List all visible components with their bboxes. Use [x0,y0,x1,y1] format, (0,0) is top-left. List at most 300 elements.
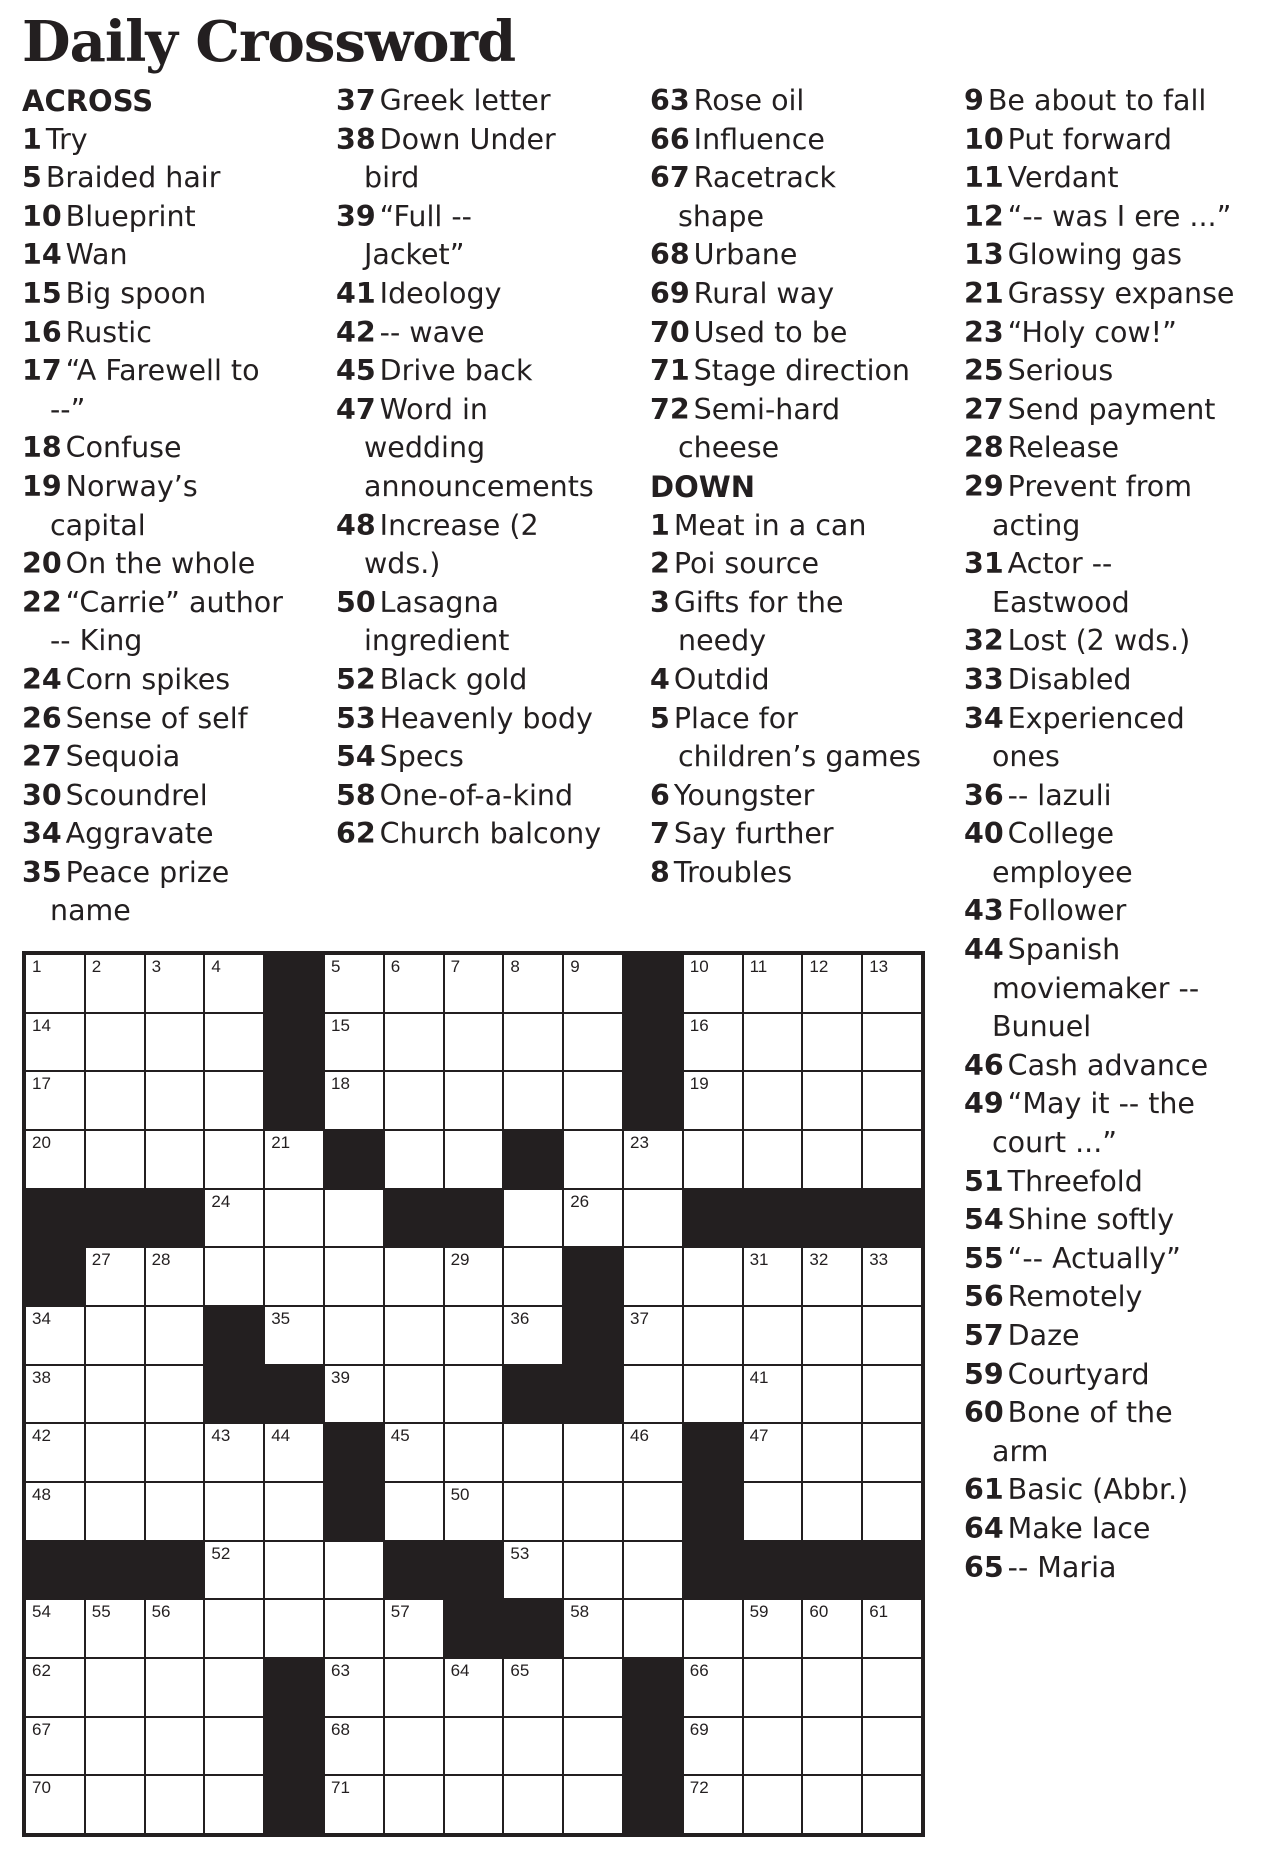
grid-cell[interactable] [744,1659,802,1716]
grid-cell[interactable] [863,1366,921,1423]
grid-cell[interactable] [205,1542,263,1599]
grid-cell[interactable] [385,1366,443,1423]
grid-cell[interactable] [26,1776,84,1833]
black-square [325,1483,383,1540]
grid-cell[interactable] [445,1366,503,1423]
grid-cell[interactable] [504,1542,562,1599]
grid-cell[interactable] [803,1366,861,1423]
grid-cell[interactable] [504,1776,562,1833]
grid-cell[interactable] [803,1600,861,1657]
across-clue-18[interactable] [22,429,330,468]
clue-number: 46 [964,1048,1004,1082]
grid-cell[interactable] [146,1483,204,1540]
grid-cell[interactable] [445,1659,503,1716]
grid-cell[interactable] [265,1131,323,1188]
grid-cell[interactable] [744,1483,802,1540]
grid-cell[interactable] [385,955,443,1012]
down-clue-65[interactable] [964,1549,1264,1588]
grid-cell[interactable] [26,1307,84,1364]
grid-cell[interactable] [86,1424,144,1481]
grid-cell[interactable] [205,1483,263,1540]
grid-cell[interactable] [385,1131,443,1188]
grid-cell[interactable] [624,1248,682,1305]
grid-cell[interactable] [146,1366,204,1423]
grid-cell[interactable] [205,1600,263,1657]
down-clue-9[interactable] [964,82,1264,121]
grid-cell[interactable] [146,1424,204,1481]
clue-number: 25 [964,354,1004,388]
grid-cell[interactable] [26,1659,84,1716]
grid-cell[interactable] [445,1014,503,1071]
across-clue-10[interactable] [22,198,330,237]
grid-cell[interactable] [744,1072,802,1129]
grid-cell[interactable] [863,1483,921,1540]
grid-cell[interactable] [265,1307,323,1364]
across-clue-67[interactable] [650,159,958,236]
across-clue-54[interactable] [336,738,644,777]
grid-cell[interactable] [86,1483,144,1540]
down-clue-11[interactable] [964,159,1264,198]
grid-cell[interactable] [205,1776,263,1833]
across-clue-45[interactable] [336,352,644,391]
grid-cell[interactable] [684,1307,742,1364]
cell-number: 29 [450,1250,470,1270]
grid-cell[interactable] [863,1248,921,1305]
grid-cell[interactable] [504,1718,562,1775]
clue-text: Used to be [693,315,848,349]
grid-cell[interactable] [86,1718,144,1775]
grid-cell[interactable] [325,1659,383,1716]
clue-text: -- lazuli [1007,778,1112,812]
grid-cell[interactable] [26,1014,84,1071]
down-clue-64[interactable] [964,1510,1264,1549]
grid-cell[interactable] [624,1307,682,1364]
grid-cell[interactable] [86,1776,144,1833]
grid-cell[interactable] [684,1131,742,1188]
across-clue-41[interactable] [336,275,644,314]
grid-cell[interactable] [504,1307,562,1364]
grid-cell[interactable] [624,1424,682,1481]
across-clue-70[interactable] [650,314,958,353]
grid-cell[interactable] [684,1600,742,1657]
across-clue-34[interactable] [22,815,330,854]
down-clue-6[interactable] [650,777,958,816]
grid-cell[interactable] [445,1072,503,1129]
across-clue-14[interactable] [22,236,330,275]
grid-cell[interactable] [26,1131,84,1188]
grid-cell[interactable] [325,1014,383,1071]
grid-cell[interactable] [564,1424,622,1481]
grid-cell[interactable] [744,1131,802,1188]
across-clue-58[interactable] [336,777,644,816]
grid-cell[interactable] [744,1366,802,1423]
grid-cell[interactable] [445,1307,503,1364]
grid-cell[interactable] [265,1542,323,1599]
grid-cell[interactable] [744,1248,802,1305]
across-clue-27[interactable] [22,738,330,777]
grid-cell[interactable] [744,955,802,1012]
cell-number: 67 [32,1719,51,1739]
down-clue-31[interactable] [964,545,1264,622]
down-clue-7[interactable] [650,815,958,854]
grid-cell[interactable] [86,1248,144,1305]
down-clue-61[interactable] [964,1471,1264,1510]
down-clue-55[interactable] [964,1240,1264,1279]
grid-cell[interactable] [325,1190,383,1247]
down-clue-54[interactable] [964,1201,1264,1240]
grid-cell[interactable] [684,1659,742,1716]
clue-text: “Carrie” author -- King [50,585,283,658]
clue-text: Place for children’s games [673,701,922,774]
grid-cell[interactable] [86,1600,144,1657]
grid-cell[interactable] [146,955,204,1012]
grid-cell[interactable] [86,1366,144,1423]
across-clue-17[interactable] [22,352,330,429]
across-clue-52[interactable] [336,661,644,700]
down-clue-59[interactable] [964,1356,1264,1395]
grid-cell[interactable] [26,955,84,1012]
down-clue-29[interactable] [964,468,1264,545]
grid-cell[interactable] [564,1014,622,1071]
across-clue-35[interactable] [22,854,330,931]
grid-cell[interactable] [744,1424,802,1481]
black-square [803,1542,861,1599]
across-clue-26[interactable] [22,700,330,739]
grid-cell[interactable] [504,955,562,1012]
down-clue-33[interactable] [964,661,1264,700]
grid-cell[interactable] [564,1600,622,1657]
clue-text: College employee [992,817,1133,889]
grid-cell[interactable] [684,1248,742,1305]
down-clue-46[interactable] [964,1047,1264,1086]
clue-number: 27 [964,392,1004,426]
grid-cell[interactable] [803,1718,861,1775]
clue-text: Poi source [673,547,820,581]
clue-number: 1 [650,508,670,542]
down-clue-40[interactable] [964,815,1264,892]
grid-cell[interactable] [325,1072,383,1129]
grid-cell[interactable] [385,1776,443,1833]
clue-number: 22 [22,585,62,619]
grid-cell[interactable] [803,1248,861,1305]
grid-cell[interactable] [385,1718,443,1775]
cell-number: 52 [211,1543,231,1563]
across-clue-20[interactable] [22,545,330,584]
grid-cell[interactable] [624,1542,682,1599]
across-clue-1[interactable] [22,121,330,160]
grid-cell[interactable] [385,1659,443,1716]
grid-cell[interactable] [803,1307,861,1364]
clue-text: Follower [1007,894,1127,928]
down-clue-25[interactable] [964,352,1264,391]
grid-cell[interactable] [325,1307,383,1364]
grid-cell[interactable] [564,1718,622,1775]
grid-cell[interactable] [385,1600,443,1657]
across-clue-62[interactable] [336,815,644,854]
grid-cell[interactable] [624,1131,682,1188]
grid-cell[interactable] [205,1424,263,1481]
down-clue-36[interactable] [964,777,1264,816]
black-square [265,1776,323,1833]
cell-number: 17 [32,1074,51,1094]
across-clue-39[interactable] [336,198,644,275]
across-clue-5[interactable] [22,159,330,198]
down-clue-10[interactable] [964,121,1264,160]
grid-cell[interactable] [86,1072,144,1129]
grid-cell[interactable] [744,1307,802,1364]
clue-text: “Full -- Jacket” [364,199,472,272]
grid-cell[interactable] [146,1600,204,1657]
grid-cell[interactable] [385,1483,443,1540]
down-clue-44[interactable] [964,931,1264,1047]
grid-cell[interactable] [504,1659,562,1716]
clue-text: Cash advance [1007,1048,1209,1082]
down-clue-3[interactable] [650,584,958,661]
grid-cell[interactable] [624,1190,682,1247]
clue-text: One-of-a-kind [379,778,574,812]
down-clue-23[interactable] [964,314,1264,353]
grid-cell[interactable] [863,1307,921,1364]
grid-cell[interactable] [684,955,742,1012]
grid-cell[interactable] [146,1248,204,1305]
clue-text: Peace prize name [50,855,230,928]
down-clue-57[interactable] [964,1317,1264,1356]
grid-cell[interactable] [803,955,861,1012]
grid-cell[interactable] [803,1072,861,1129]
across-clue-66[interactable] [650,121,958,160]
grid-cell[interactable] [684,1014,742,1071]
grid-cell[interactable] [863,1659,921,1716]
grid-cell[interactable] [205,1131,263,1188]
down-clue-12[interactable] [964,198,1264,237]
clue-number: 58 [336,778,376,812]
grid-cell[interactable] [445,1131,503,1188]
cell-number: 43 [211,1426,231,1446]
grid-cell[interactable] [684,1718,742,1775]
across-clue-19[interactable] [22,468,330,545]
grid-cell[interactable] [863,1424,921,1481]
grid-cell[interactable] [146,1072,204,1129]
grid-cell[interactable] [146,1718,204,1775]
clue-text: Urbane [693,238,798,272]
grid-cell[interactable] [265,1190,323,1247]
down-clue-1[interactable] [650,507,958,546]
grid-cell[interactable] [26,1072,84,1129]
clue-text: Say further [673,817,834,851]
across-clue-71[interactable] [650,352,958,391]
grid-cell[interactable] [744,1600,802,1657]
grid-cell[interactable] [504,1190,562,1247]
grid-cell[interactable] [146,1776,204,1833]
cell-number: 66 [689,1661,709,1680]
cell-number: 56 [151,1602,171,1622]
cell-number: 63 [330,1661,350,1680]
grid-cell[interactable] [744,1776,802,1833]
across-clue-68[interactable] [650,236,958,275]
grid-cell[interactable] [385,1424,443,1481]
grid-cell[interactable] [803,1014,861,1071]
across-clue-15[interactable] [22,275,330,314]
grid-cell[interactable] [26,1718,84,1775]
grid-cell[interactable] [624,1483,682,1540]
across-clue-22[interactable] [22,584,330,661]
grid-cell[interactable] [564,1483,622,1540]
down-clue-34[interactable] [964,700,1264,777]
grid-cell[interactable] [385,1072,443,1129]
across-clue-69[interactable] [650,275,958,314]
grid-cell[interactable] [205,1718,263,1775]
down-clue-27[interactable] [964,391,1264,430]
grid-cell[interactable] [564,1542,622,1599]
grid-cell[interactable] [325,1776,383,1833]
grid-cell[interactable] [385,1248,443,1305]
grid-cell[interactable] [624,1600,682,1657]
grid-cell[interactable] [803,1424,861,1481]
grid-cell[interactable] [744,1014,802,1071]
grid-cell[interactable] [564,955,622,1012]
across-clue-63[interactable] [650,82,958,121]
down-clue-49[interactable] [964,1085,1264,1162]
grid-cell[interactable] [684,1072,742,1129]
down-clue-13[interactable] [964,236,1264,275]
grid-cell[interactable] [445,1718,503,1775]
cell-number: 57 [390,1602,410,1622]
grid-cell[interactable] [146,1659,204,1716]
grid-cell[interactable] [325,1600,383,1657]
clue-number: 19 [22,469,62,503]
cell-number: 10 [689,957,709,976]
across-clue-38[interactable] [336,121,644,198]
grid-cell[interactable] [504,1424,562,1481]
black-square [26,1542,84,1599]
cell-number: 27 [91,1250,111,1270]
grid-cell[interactable] [26,1366,84,1423]
across-clue-48[interactable] [336,507,644,584]
grid-cell[interactable] [684,1776,742,1833]
grid-cell[interactable] [863,1600,921,1657]
grid-cell[interactable] [205,955,263,1012]
grid-cell[interactable] [504,1248,562,1305]
down-clue-43[interactable] [964,892,1264,931]
grid-cell[interactable] [744,1718,802,1775]
grid-cell[interactable] [863,1014,921,1071]
down-clue-2[interactable] [650,545,958,584]
grid-cell[interactable] [26,1483,84,1540]
across-clue-30[interactable] [22,777,330,816]
grid-cell[interactable] [385,1014,443,1071]
across-clue-72[interactable] [650,391,958,468]
grid-cell[interactable] [325,1718,383,1775]
down-clue-51[interactable] [964,1163,1264,1202]
down-clue-21[interactable] [964,275,1264,314]
grid-cell[interactable] [445,955,503,1012]
grid-cell[interactable] [265,1248,323,1305]
grid-cell[interactable] [803,1483,861,1540]
cell-number: 28 [151,1250,171,1270]
down-clue-8[interactable] [650,854,958,893]
grid-cell[interactable] [325,1542,383,1599]
grid-cell[interactable] [504,1483,562,1540]
grid-cell[interactable] [325,1366,383,1423]
down-clue-56[interactable] [964,1278,1264,1317]
grid-cell[interactable] [564,1131,622,1188]
clue-number: 34 [22,817,62,851]
grid-cell[interactable] [146,1014,204,1071]
grid-cell[interactable] [564,1190,622,1247]
grid-cell[interactable] [803,1659,861,1716]
grid-cell[interactable] [146,1307,204,1364]
across-clue-53[interactable] [336,700,644,739]
down-clue-28[interactable] [964,429,1264,468]
grid-cell[interactable] [325,1248,383,1305]
down-clue-60[interactable] [964,1394,1264,1471]
grid-cell[interactable] [803,1131,861,1188]
grid-cell[interactable] [86,1131,144,1188]
clue-text: Racetrack shape [678,161,837,233]
grid-cell[interactable] [86,1307,144,1364]
across-clue-16[interactable] [22,314,330,353]
grid-cell[interactable] [445,1776,503,1833]
across-clue-42[interactable] [336,314,644,353]
grid-cell[interactable] [863,1776,921,1833]
clue-number: 56 [964,1280,1004,1314]
down-clue-4[interactable] [650,661,958,700]
grid-cell[interactable] [564,1659,622,1716]
grid-cell[interactable] [265,1600,323,1657]
down-clue-5[interactable] [650,700,958,777]
across-clue-24[interactable] [22,661,330,700]
across-clue-37[interactable] [336,82,644,121]
grid-cell[interactable] [445,1424,503,1481]
grid-cell[interactable] [863,955,921,1012]
grid-cell[interactable] [86,1659,144,1716]
grid-cell[interactable] [863,1131,921,1188]
grid-cell[interactable] [205,1072,263,1129]
across-clue-47[interactable] [336,391,644,507]
grid-cell[interactable] [205,1659,263,1716]
grid-cell[interactable] [803,1776,861,1833]
grid-cell[interactable] [26,1424,84,1481]
grid-cell[interactable] [504,1072,562,1129]
across-clue-50[interactable] [336,584,644,661]
grid-cell[interactable] [624,1366,682,1423]
grid-cell[interactable] [205,1014,263,1071]
black-square [684,1483,742,1540]
grid-cell[interactable] [504,1014,562,1071]
grid-cell[interactable] [205,1248,263,1305]
grid-cell[interactable] [684,1366,742,1423]
grid-cell[interactable] [265,1483,323,1540]
clue-number: 33 [964,662,1004,696]
grid-cell[interactable] [564,1072,622,1129]
grid-cell[interactable] [863,1072,921,1129]
grid-cell[interactable] [445,1248,503,1305]
grid-cell[interactable] [86,955,144,1012]
grid-cell[interactable] [205,1190,263,1247]
grid-cell[interactable] [265,1424,323,1481]
grid-cell[interactable] [26,1600,84,1657]
clue-number: 11 [964,161,1004,195]
grid-cell[interactable] [86,1014,144,1071]
grid-cell[interactable] [146,1131,204,1188]
grid-cell[interactable] [863,1718,921,1775]
grid-cell[interactable] [385,1307,443,1364]
cell-number: 58 [570,1602,590,1622]
grid-cell[interactable] [564,1776,622,1833]
grid-cell[interactable] [445,1483,503,1540]
grid-cell[interactable] [325,955,383,1012]
down-clue-32[interactable] [964,622,1264,661]
